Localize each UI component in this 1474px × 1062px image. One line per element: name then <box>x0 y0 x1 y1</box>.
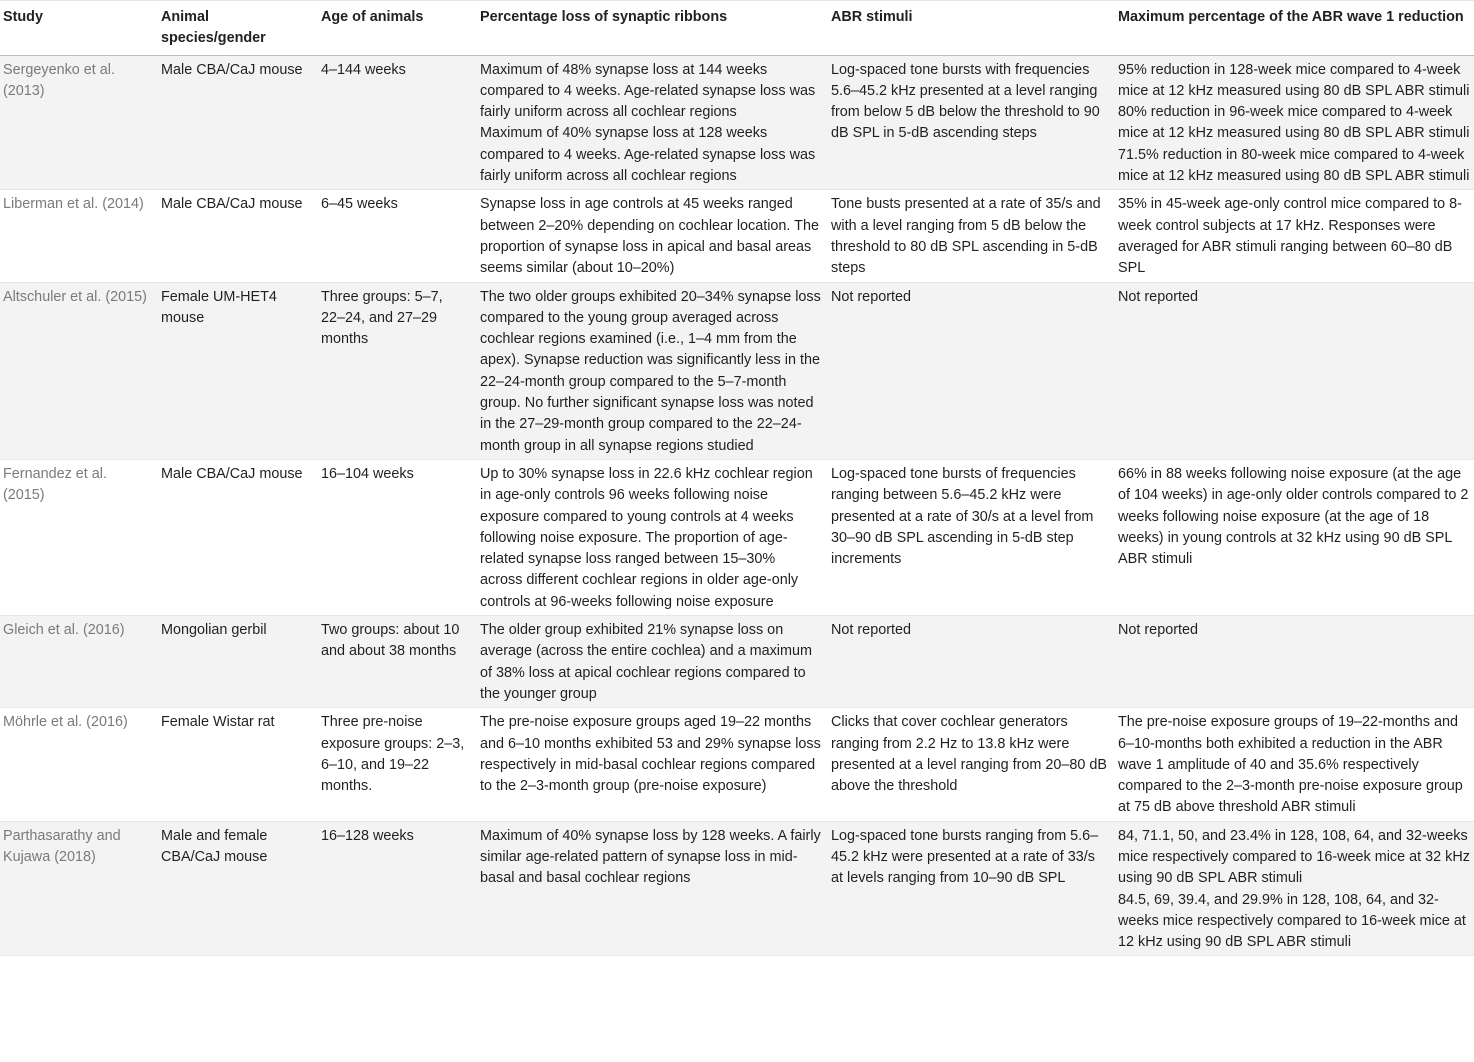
abr-stimuli-cell: Not reported <box>825 282 1112 459</box>
ribbons-cell <box>474 459 825 615</box>
abr-stimuli-cell: Log-spaced tone bursts of frequencies ranging between 5.6–45.2 kHz were presented at a rate of 30/s at a level from 30–90 dB SPL ascending in 5-dB step increments <box>825 459 1112 615</box>
age-cell: 16–104 weeks <box>315 459 474 615</box>
ribbons-cell <box>474 616 825 708</box>
study-cell: Möhrle et al. (2016) <box>0 708 155 821</box>
wave1-cell <box>1112 282 1474 459</box>
wave1-cell <box>1112 55 1474 190</box>
ribbons-line: The pre-noise exposure groups aged 19–22 months and 6–10 months exhibited 53 and 29% synapse loss respectively in mid-basal cochlear regions compared to the 2–3-month group (pre-noise exposure) <box>480 714 821 795</box>
table-header <box>0 1 1474 56</box>
table-row <box>0 616 1474 708</box>
wave1-line: The pre-noise exposure groups of 19–22-months and 6–10-months both exhibited a reduction in the ABR wave 1 amplitude of 40 and 35.6% respectively compared to the 2–3-month pre-noise exposure group at 75 dB above threshold ABR stimuli <box>1118 714 1463 816</box>
header-study: Study <box>0 1 155 56</box>
header-age: Age of animals <box>315 1 474 56</box>
wave1-line: 80% reduction in 96-week mice compared to 4-week mice at 12 kHz measured using 80 dB SPL ABR stimuli <box>1118 104 1470 142</box>
ribbons-line: Maximum of 48% synapse loss at 144 weeks compared to 4 weeks. Age-related synapse loss was fairly uniform across all cochlear regions <box>480 61 816 121</box>
wave1-line: 35% in 45-week age-only control mice compared to 8-week control subjects at 17 kHz. Responses were averaged for ABR stimuli ranging between 60–80 dB SPL <box>1118 196 1462 277</box>
age-cell: 4–144 weeks <box>315 55 474 190</box>
wave1-cell <box>1112 821 1474 956</box>
ribbons-line: Synapse loss in age controls at 45 weeks ranged between 2–20% depending on cochlear location. The proportion of synapse loss in apical and basal areas seems similar (about 10–20%) <box>480 196 819 277</box>
abr-stimuli-cell: Tone busts presented at a rate of 35/s and with a level ranging from 5 dB below the threshold to 80 dB SPL ascending in 5-dB steps <box>825 190 1112 282</box>
age-cell: 16–128 weeks <box>315 821 474 956</box>
species-cell: Male CBA/CaJ mouse <box>155 55 315 190</box>
abr-stimuli-cell: Clicks that cover cochlear generators ranging from 2.2 Hz to 13.8 kHz were presented at a level ranging from 20–80 dB above the threshold <box>825 708 1112 821</box>
species-cell: Female Wistar rat <box>155 708 315 821</box>
species-cell: Male CBA/CaJ mouse <box>155 190 315 282</box>
study-cell: Altschuler et al. (2015) <box>0 282 155 459</box>
header-wave1: Maximum percentage of the ABR wave 1 reduction <box>1112 1 1474 56</box>
header-row <box>0 1 1474 56</box>
wave1-line: 84, 71.1, 50, and 23.4% in 128, 108, 64, and 32-weeks mice respectively compared to 16-week mice at 32 kHz using 90 dB SPL ABR stimuli <box>1118 827 1470 887</box>
table-row <box>0 282 1474 459</box>
table-row <box>0 190 1474 282</box>
abr-stimuli-cell: Log-spaced tone bursts with frequencies 5.6–45.2 kHz presented at a level ranging from below 5 dB below the threshold to 90 dB SPL in 5-dB ascending steps <box>825 55 1112 190</box>
ribbons-cell <box>474 821 825 956</box>
ribbons-line: Maximum of 40% synapse loss at 128 weeks compared to 4 weeks. Age-related synapse loss was fairly uniform across all cochlear regions <box>480 125 816 185</box>
study-cell: Parthasarathy and Kujawa (2018) <box>0 821 155 956</box>
table-row <box>0 459 1474 615</box>
header-abr-stimuli: ABR stimuli <box>825 1 1112 56</box>
ribbons-cell <box>474 55 825 190</box>
header-species: Animal species/gender <box>155 1 315 56</box>
table-row <box>0 55 1474 190</box>
abr-stimuli-cell: Log-spaced tone bursts ranging from 5.6–45.2 kHz were presented at a rate of 33/s at levels ranging from 10–90 dB SPL <box>825 821 1112 956</box>
species-cell: Male CBA/CaJ mouse <box>155 459 315 615</box>
wave1-line: Not reported <box>1118 622 1198 639</box>
ribbons-cell <box>474 190 825 282</box>
age-cell: Three groups: 5–7, 22–24, and 27–29 months <box>315 282 474 459</box>
age-cell: Two groups: about 10 and about 38 months <box>315 616 474 708</box>
header-ribbons: Percentage loss of synaptic ribbons <box>474 1 825 56</box>
wave1-line: 71.5% reduction in 80-week mice compared to 4-week mice at 12 kHz measured using 80 dB SPL ABR stimuli <box>1118 146 1470 185</box>
table-row <box>0 708 1474 821</box>
wave1-cell <box>1112 190 1474 282</box>
wave1-line: 84.5, 69, 39.4, and 29.9% in 128, 108, 64, and 32-weeks mice respectively compared to 16-week mice at 12 kHz using 90 dB SPL ABR stimuli <box>1118 891 1466 951</box>
species-cell: Female UM-HET4 mouse <box>155 282 315 459</box>
ribbons-line: The older group exhibited 21% synapse loss on average (across the entire cochlea) and a maximum of 38% loss at apical cochlear regions compared to the younger group <box>480 622 812 702</box>
species-cell: Mongolian gerbil <box>155 616 315 708</box>
wave1-cell <box>1112 708 1474 821</box>
wave1-line: 66% in 88 weeks following noise exposure (at the age of 104 weeks) in age-only older controls compared to 2 weeks following noise exposure (at the age of 18 weeks) in young controls at 32 kHz using 90 dB SPL ABR stimuli <box>1118 465 1469 568</box>
wave1-line: 95% reduction in 128-week mice compared to 4-week mice at 12 kHz measured using 80 dB SPL ABR stimuli <box>1118 61 1470 99</box>
ribbons-line: Up to 30% synapse loss in 22.6 kHz cochlear region in age-only controls 96 weeks following noise exposure compared to young controls at 4 weeks following noise exposure. The proportion of age-related synapse loss ranged between 15–30% across different cochlear regions in older age-only controls at 96-weeks following noise exposure <box>480 465 813 610</box>
age-cell: 6–45 weeks <box>315 190 474 282</box>
ribbons-line: Maximum of 40% synapse loss by 128 weeks. A fairly similar age-related pattern of synapse loss in mid-basal and basal cochlear regions <box>480 827 821 887</box>
wave1-cell <box>1112 459 1474 615</box>
table-body <box>0 55 1474 956</box>
study-cell: Sergeyenko et al. (2013) <box>0 55 155 190</box>
age-cell: Three pre-noise exposure groups: 2–3, 6–10, and 19–22 months. <box>315 708 474 821</box>
ribbons-cell <box>474 708 825 821</box>
study-cell: Fernandez et al. (2015) <box>0 459 155 615</box>
study-cell: Gleich et al. (2016) <box>0 616 155 708</box>
ribbons-line: The two older groups exhibited 20–34% synapse loss compared to the young group averaged across cochlear regions examined (i.e., 1–4 mm from the apex). Synapse reduction was significantly less in the 22–24-month group compared to the 5–7-month group. No further significant synapse loss was noted in the 27–29-month group compared to the 22–24-month group in all synapse regions studied <box>480 288 821 454</box>
table-row <box>0 821 1474 956</box>
study-cell: Liberman et al. (2014) <box>0 190 155 282</box>
wave1-line: Not reported <box>1118 288 1198 305</box>
ribbons-cell <box>474 282 825 459</box>
abr-stimuli-cell: Not reported <box>825 616 1112 708</box>
species-cell: Male and female CBA/CaJ mouse <box>155 821 315 956</box>
wave1-cell <box>1112 616 1474 708</box>
